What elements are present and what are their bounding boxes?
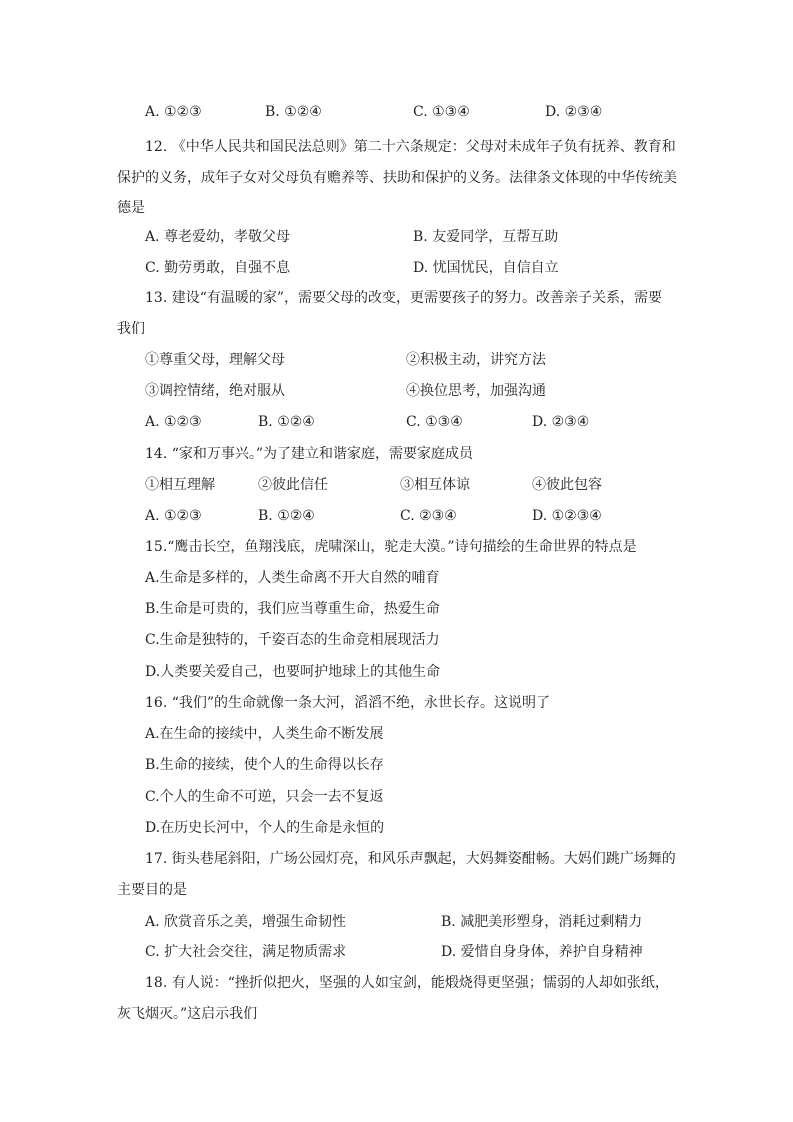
q16-option-d: [0, 818, 793, 838]
option-c: C. ②③④: [400, 508, 457, 524]
option-b: B. 友爱同学，互帮互助: [413, 229, 559, 245]
q15-option-b: [0, 599, 793, 619]
q11-options: [0, 102, 793, 122]
option-c: C. ①③④: [413, 104, 470, 120]
option-d: D. ②③④: [532, 414, 590, 430]
option-c: C.生命是独特的，千姿百态的生命竞相展现活力: [145, 632, 440, 648]
question-text: 德是: [117, 200, 145, 216]
question-text: 15.“鹰击长空，鱼翔浅底，虎啸深山，驼走大漠。”诗句描绘的生命世界的特点是: [145, 539, 637, 555]
item-3: ③相互体谅: [400, 477, 470, 493]
item-2: ②积极主动，讲究方法: [406, 352, 546, 368]
question-text: 灰飞烟灭。”这启示我们: [117, 1006, 258, 1022]
option-a: A. 尊老爱幼，孝敬父母: [145, 229, 291, 245]
q15-option-c: [0, 630, 793, 650]
q13-options: [0, 412, 793, 432]
q15-option-a: [0, 568, 793, 588]
q14-items: [0, 475, 793, 495]
option-b: B. ①②④: [258, 508, 315, 524]
option-c: C. ①③④: [406, 414, 463, 430]
option-d: D.人类要关爱自己，也要呵护地球上的其他生命: [145, 664, 441, 680]
q14-options: [0, 506, 793, 526]
q13-items-row2: [0, 381, 793, 401]
q16-option-c: [0, 787, 793, 807]
q15-stem: [0, 537, 793, 557]
q18-stem-1: [0, 973, 793, 993]
option-b: B. 减肥美形塑身，消耗过剩精力: [441, 914, 643, 930]
question-text: 主要目的是: [117, 882, 187, 898]
q12-options-row1: [0, 227, 793, 247]
item-4: ④彼此包容: [532, 477, 602, 493]
q17-options-row2: [0, 942, 793, 962]
q12-options-row2: [0, 258, 793, 278]
q14-stem: [0, 444, 793, 464]
option-a: A. ①②③: [145, 104, 202, 120]
option-c: C. 勤劳勇敢，自强不息: [145, 260, 291, 276]
option-a: A. ①②③: [145, 508, 202, 524]
q17-stem-2: [0, 880, 793, 900]
q12-stem-3: [0, 198, 793, 218]
q12-stem-2: [0, 168, 793, 188]
option-b: B. ①②④: [265, 104, 322, 120]
item-4: ④换位思考，加强沟通: [406, 383, 546, 399]
question-text: 17. 街头巷尾斜阳，广场公园灯亮，和风乐声飘起，大妈舞姿酣畅。大妈们跳广场舞的: [145, 851, 676, 867]
question-text: 13. 建设“有温暖的家”，需要父母的改变，更需要孩子的努力。改善亲子关系，需要: [145, 290, 663, 306]
option-b: B.生命是可贵的，我们应当尊重生命，热爱生命: [145, 601, 440, 617]
option-c: C. 扩大社会交往，满足物质需求: [145, 944, 347, 960]
question-text: 18. 有人说：“挫折似把火，坚强的人如宝剑，能煅烧得更坚强；懦弱的人却如张纸，: [145, 975, 669, 991]
q17-options-row1: [0, 912, 793, 932]
question-text: 14. “家和万事兴。”为了建立和谐家庭，需要家庭成员: [145, 446, 474, 462]
question-text: 保护的义务，成年子女对父母负有赡养等、扶助和保护的义务。法律条文体现的中华传统美: [117, 170, 677, 186]
q12-stem-1: [0, 137, 793, 157]
option-b: B. ①②④: [258, 414, 315, 430]
q15-option-d: [0, 662, 793, 682]
question-text: 我们: [117, 321, 145, 337]
question-text: 12. 《中华人民共和国民法总则》第二十六条规定：父母对未成年子负有抚养、教育和: [145, 139, 676, 155]
q13-stem-2: [0, 319, 793, 339]
q16-stem: [0, 693, 793, 713]
option-d: D. ①②③④: [532, 508, 602, 524]
option-c: C.个人的生命不可逆，只会一去不复返: [145, 789, 384, 805]
option-a: A. ①②③: [145, 414, 202, 430]
option-a: A.生命是多样的，人类生命离不开大自然的哺育: [145, 570, 440, 586]
option-a: A.在生命的接续中，人类生命不断发展: [145, 726, 384, 742]
q17-stem-1: [0, 849, 793, 869]
item-3: ③调控情绪，绝对服从: [145, 383, 285, 399]
item-1: ①相互理解: [145, 477, 215, 493]
q13-items-row1: [0, 350, 793, 370]
option-a: A. 欣赏音乐之美，增强生命韧性: [145, 914, 347, 930]
option-d: D.在历史长河中，个人的生命是永恒的: [145, 820, 385, 836]
option-d: D. ②③④: [545, 104, 603, 120]
option-d: D. 忧国忧民，自信自立: [413, 260, 559, 276]
item-2: ②彼此信任: [258, 477, 328, 493]
q16-option-b: [0, 755, 793, 775]
q16-option-a: [0, 724, 793, 744]
item-1: ①尊重父母，理解父母: [145, 352, 285, 368]
q18-stem-2: [0, 1004, 793, 1024]
question-text: 16. “我们”的生命就像一条大河，滔滔不绝，永世长存。这说明了: [145, 695, 551, 711]
option-b: B.生命的接续，使个人的生命得以长存: [145, 757, 384, 773]
option-d: D. 爱惜自身身体，养护自身精神: [441, 944, 643, 960]
q13-stem-1: [0, 288, 793, 308]
